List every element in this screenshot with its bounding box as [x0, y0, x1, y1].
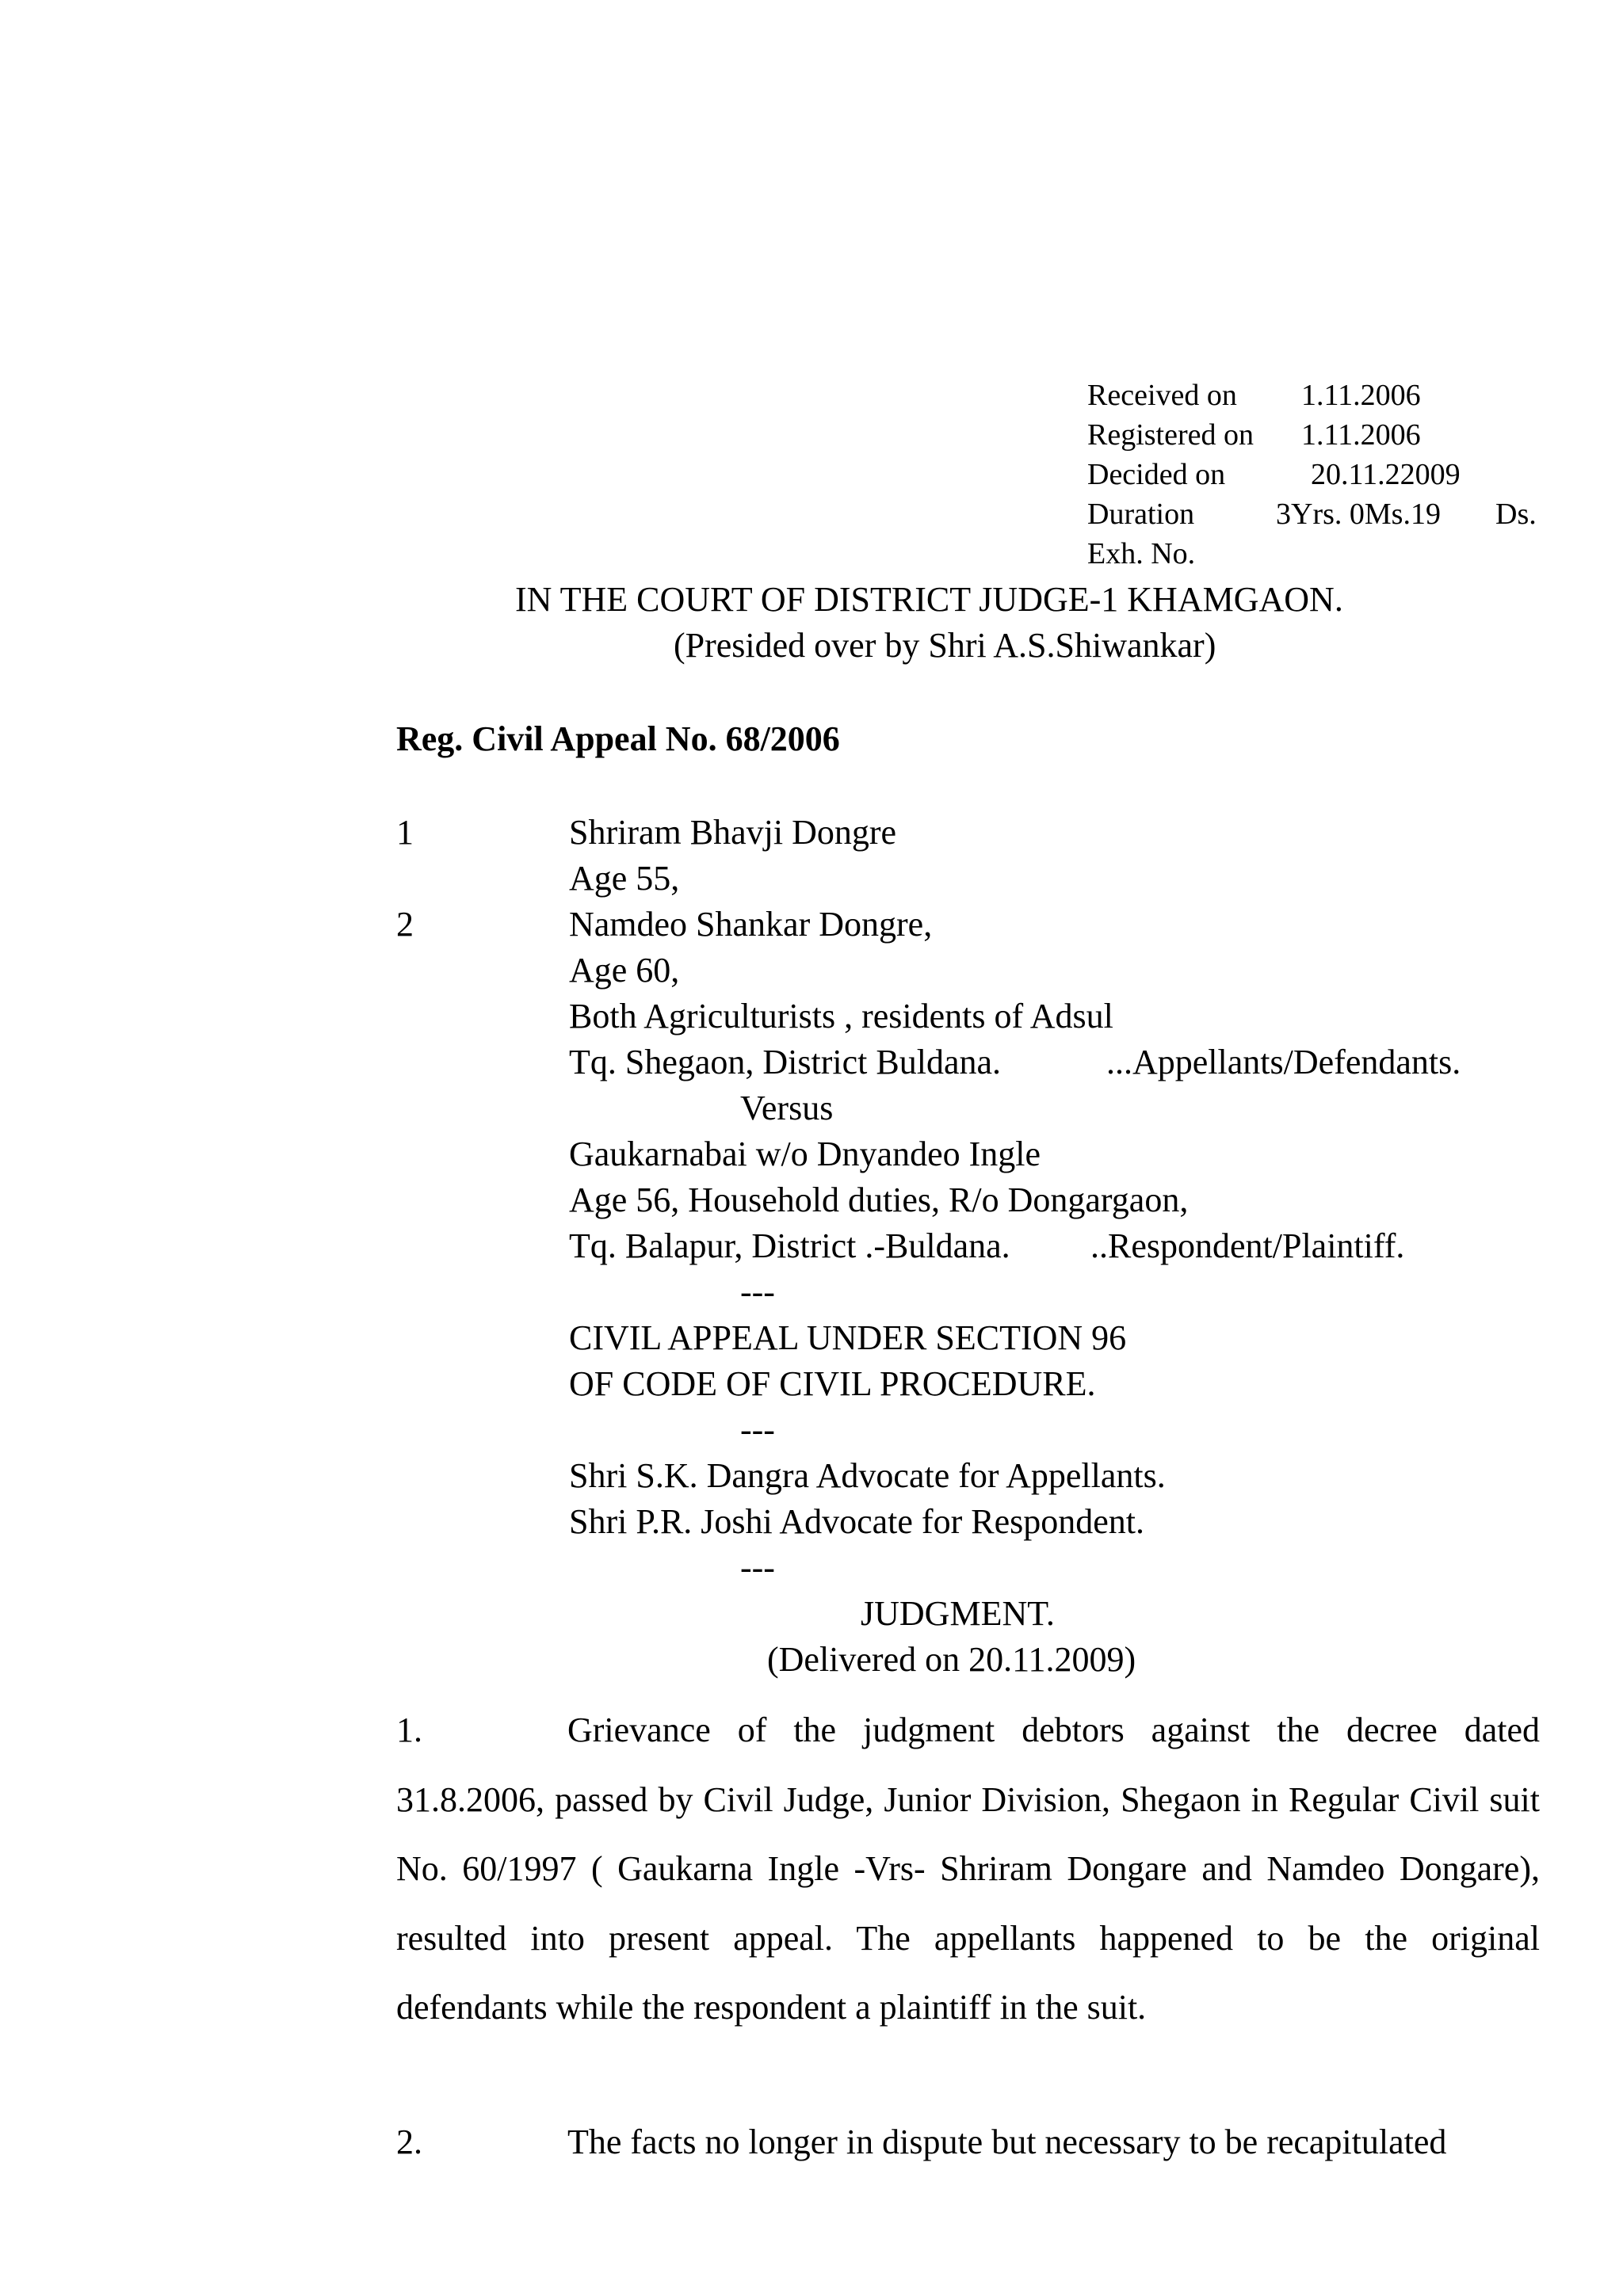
- decided-label: Decided on: [1087, 458, 1226, 491]
- court-title: IN THE COURT OF DISTRICT JUDGE-1 KHAMGAON.: [515, 580, 1343, 619]
- received-value: 1.11.2006: [1301, 379, 1421, 412]
- paragraph-1: [396, 1695, 1540, 2042]
- paragraph-2-number: 2.: [396, 2122, 422, 2161]
- party-1-age: Age 55,: [569, 859, 680, 898]
- party-2-number: 2: [396, 905, 414, 944]
- appellants-residence: Both Agriculturists , residents of Adsul: [569, 997, 1113, 1035]
- advocate-respondent: Shri P.R. Joshi Advocate for Respondent.: [569, 1502, 1144, 1541]
- party-1-name: Shriram Bhavji Dongre: [569, 813, 897, 852]
- duration-value: 3Yrs. 0Ms.19: [1276, 498, 1441, 531]
- presided-over: (Presided over by Shri A.S.Shiwankar): [674, 626, 1216, 665]
- received-label: Received on: [1087, 379, 1237, 412]
- registered-value: 1.11.2006: [1301, 418, 1421, 452]
- respondent-name: Gaukarnabai w/o Dnyandeo Ingle: [569, 1135, 1041, 1173]
- judgment-heading: JUDGMENT.: [861, 1594, 1055, 1633]
- paragraph-1-text: Grievance of the judgment debtors against the decree dated 31.8.2006, passed by Civil Judge, Junior Division, Shegaon in Regular Civil suit No. 60/1997 ( Gaukarna Ingle -Vrs- Shriram Dongare and Namdeo Dongare), resulted into present appeal. The appellants happened to be the original defendants while the respondent a plaintiff in the suit.: [396, 1711, 1540, 2027]
- paragraph-2: [396, 2107, 1540, 2177]
- registered-label: Registered on: [1087, 418, 1254, 452]
- respondent-district: Tq. Balapur, District .-Buldana.: [569, 1226, 1010, 1265]
- respondent-details: Age 56, Household duties, R/o Dongargaon,: [569, 1180, 1189, 1219]
- appeal-title-line-2: OF CODE OF CIVIL PROCEDURE.: [569, 1364, 1096, 1403]
- advocate-appellants: Shri S.K. Dangra Advocate for Appellants.: [569, 1456, 1166, 1495]
- duration-label: Duration: [1087, 498, 1195, 531]
- judgment-delivered: (Delivered on 20.11.2009): [767, 1640, 1136, 1679]
- separator: ---: [740, 1272, 775, 1311]
- paragraph-1-number: 1.: [396, 1711, 422, 1749]
- party-2-name: Namdeo Shankar Dongre,: [569, 905, 933, 944]
- appeal-title-line-1: CIVIL APPEAL UNDER SECTION 96: [569, 1318, 1127, 1357]
- separator: ---: [740, 1548, 775, 1587]
- versus: Versus: [740, 1089, 834, 1127]
- duration-unit: Ds.: [1495, 498, 1537, 531]
- separator: ---: [740, 1410, 775, 1449]
- appellants-district: Tq. Shegaon, District Buldana.: [569, 1043, 1002, 1081]
- respondent-role: ..Respondent/Plaintiff.: [1090, 1226, 1405, 1265]
- case-number: Reg. Civil Appeal No. 68/2006: [396, 719, 840, 758]
- case-metadata: [1087, 376, 1563, 574]
- paragraph-2-text: The facts no longer in dispute but necessary to be recapitulated: [567, 2122, 1447, 2161]
- exhibit-label: Exh. No.: [1087, 537, 1196, 570]
- decided-value: 20.11.22009: [1311, 458, 1461, 491]
- party-2-age: Age 60,: [569, 951, 680, 990]
- party-1-number: 1: [396, 813, 414, 852]
- appellants-role: ...Appellants/Defendants.: [1106, 1043, 1461, 1081]
